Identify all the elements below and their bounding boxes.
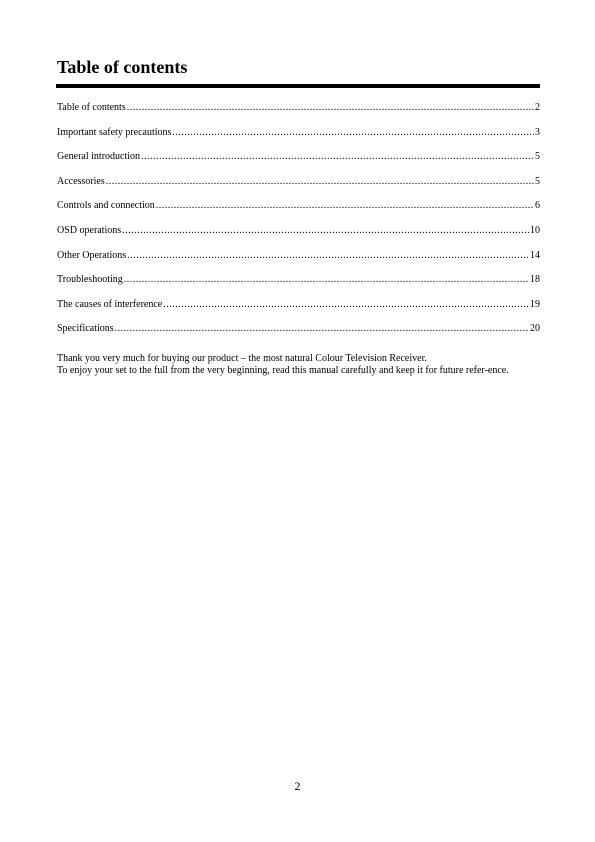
toc-label: The causes of interference — [57, 298, 163, 310]
toc-entry-general-introduction[interactable] — [57, 150, 540, 175]
toc-leader — [156, 199, 534, 213]
toc-page-number: 2 — [535, 102, 540, 113]
toc-entry-troubleshooting[interactable] — [57, 273, 540, 298]
toc-label: Controls and connection — [57, 200, 155, 212]
toc-label: OSD operations — [57, 224, 122, 236]
toc-entry-osd-operations[interactable] — [57, 224, 540, 249]
toc-page-number: 5 — [535, 175, 540, 187]
toc-leader — [106, 175, 534, 189]
toc-page-number: 6 — [535, 200, 540, 212]
toc-list — [57, 101, 540, 347]
toc-leader — [141, 150, 534, 164]
intro-paragraph — [57, 353, 540, 376]
toc-entry-causes-of-interference[interactable] — [57, 298, 540, 323]
toc-label: General introduction — [57, 151, 141, 163]
toc-entry-table-of-contents[interactable] — [57, 101, 540, 126]
toc-page-number: 5 — [535, 151, 540, 163]
toc-leader — [115, 322, 529, 336]
toc-entry-controls-and-connection[interactable] — [57, 199, 540, 224]
toc-page-number: 3 — [535, 126, 540, 138]
toc-leader — [122, 224, 529, 238]
toc-label: Other Operations — [57, 249, 127, 261]
toc-leader — [124, 273, 529, 287]
toc-label: Specifications — [57, 323, 114, 335]
title-rule — [56, 84, 540, 88]
toc-entry-important-safety-precautions[interactable] — [57, 126, 540, 151]
toc-leader — [127, 101, 534, 115]
toc-label: Troubleshooting — [57, 274, 123, 286]
page-number: 2 — [294, 779, 301, 793]
toc-entry-specifications[interactable] — [57, 322, 540, 347]
toc-label: Important safety precautions — [57, 126, 172, 138]
toc-page-number: 10 — [530, 224, 540, 236]
page-title: Table of contents — [57, 57, 188, 77]
toc-entry-accessories[interactable] — [57, 175, 540, 200]
toc-leader — [172, 126, 534, 140]
toc-page-number: 19 — [530, 298, 540, 310]
toc-page-number: 18 — [530, 274, 540, 286]
intro-line-thanks: Thank you very much for buying our product – the most natural Colour Television Receiver. — [57, 353, 427, 364]
toc-leader — [163, 298, 529, 312]
toc-entry-other-operations[interactable] — [57, 249, 540, 274]
toc-label: Table of contents — [57, 102, 126, 113]
toc-leader — [127, 249, 529, 263]
toc-label: Accessories — [57, 175, 105, 187]
toc-page-number: 20 — [530, 323, 540, 335]
intro-line-manual-advice: To enjoy your set to the full from the very beginning, read this manual carefully and keep it for future refer-ence. — [57, 364, 509, 376]
toc-page-number: 14 — [530, 249, 540, 261]
